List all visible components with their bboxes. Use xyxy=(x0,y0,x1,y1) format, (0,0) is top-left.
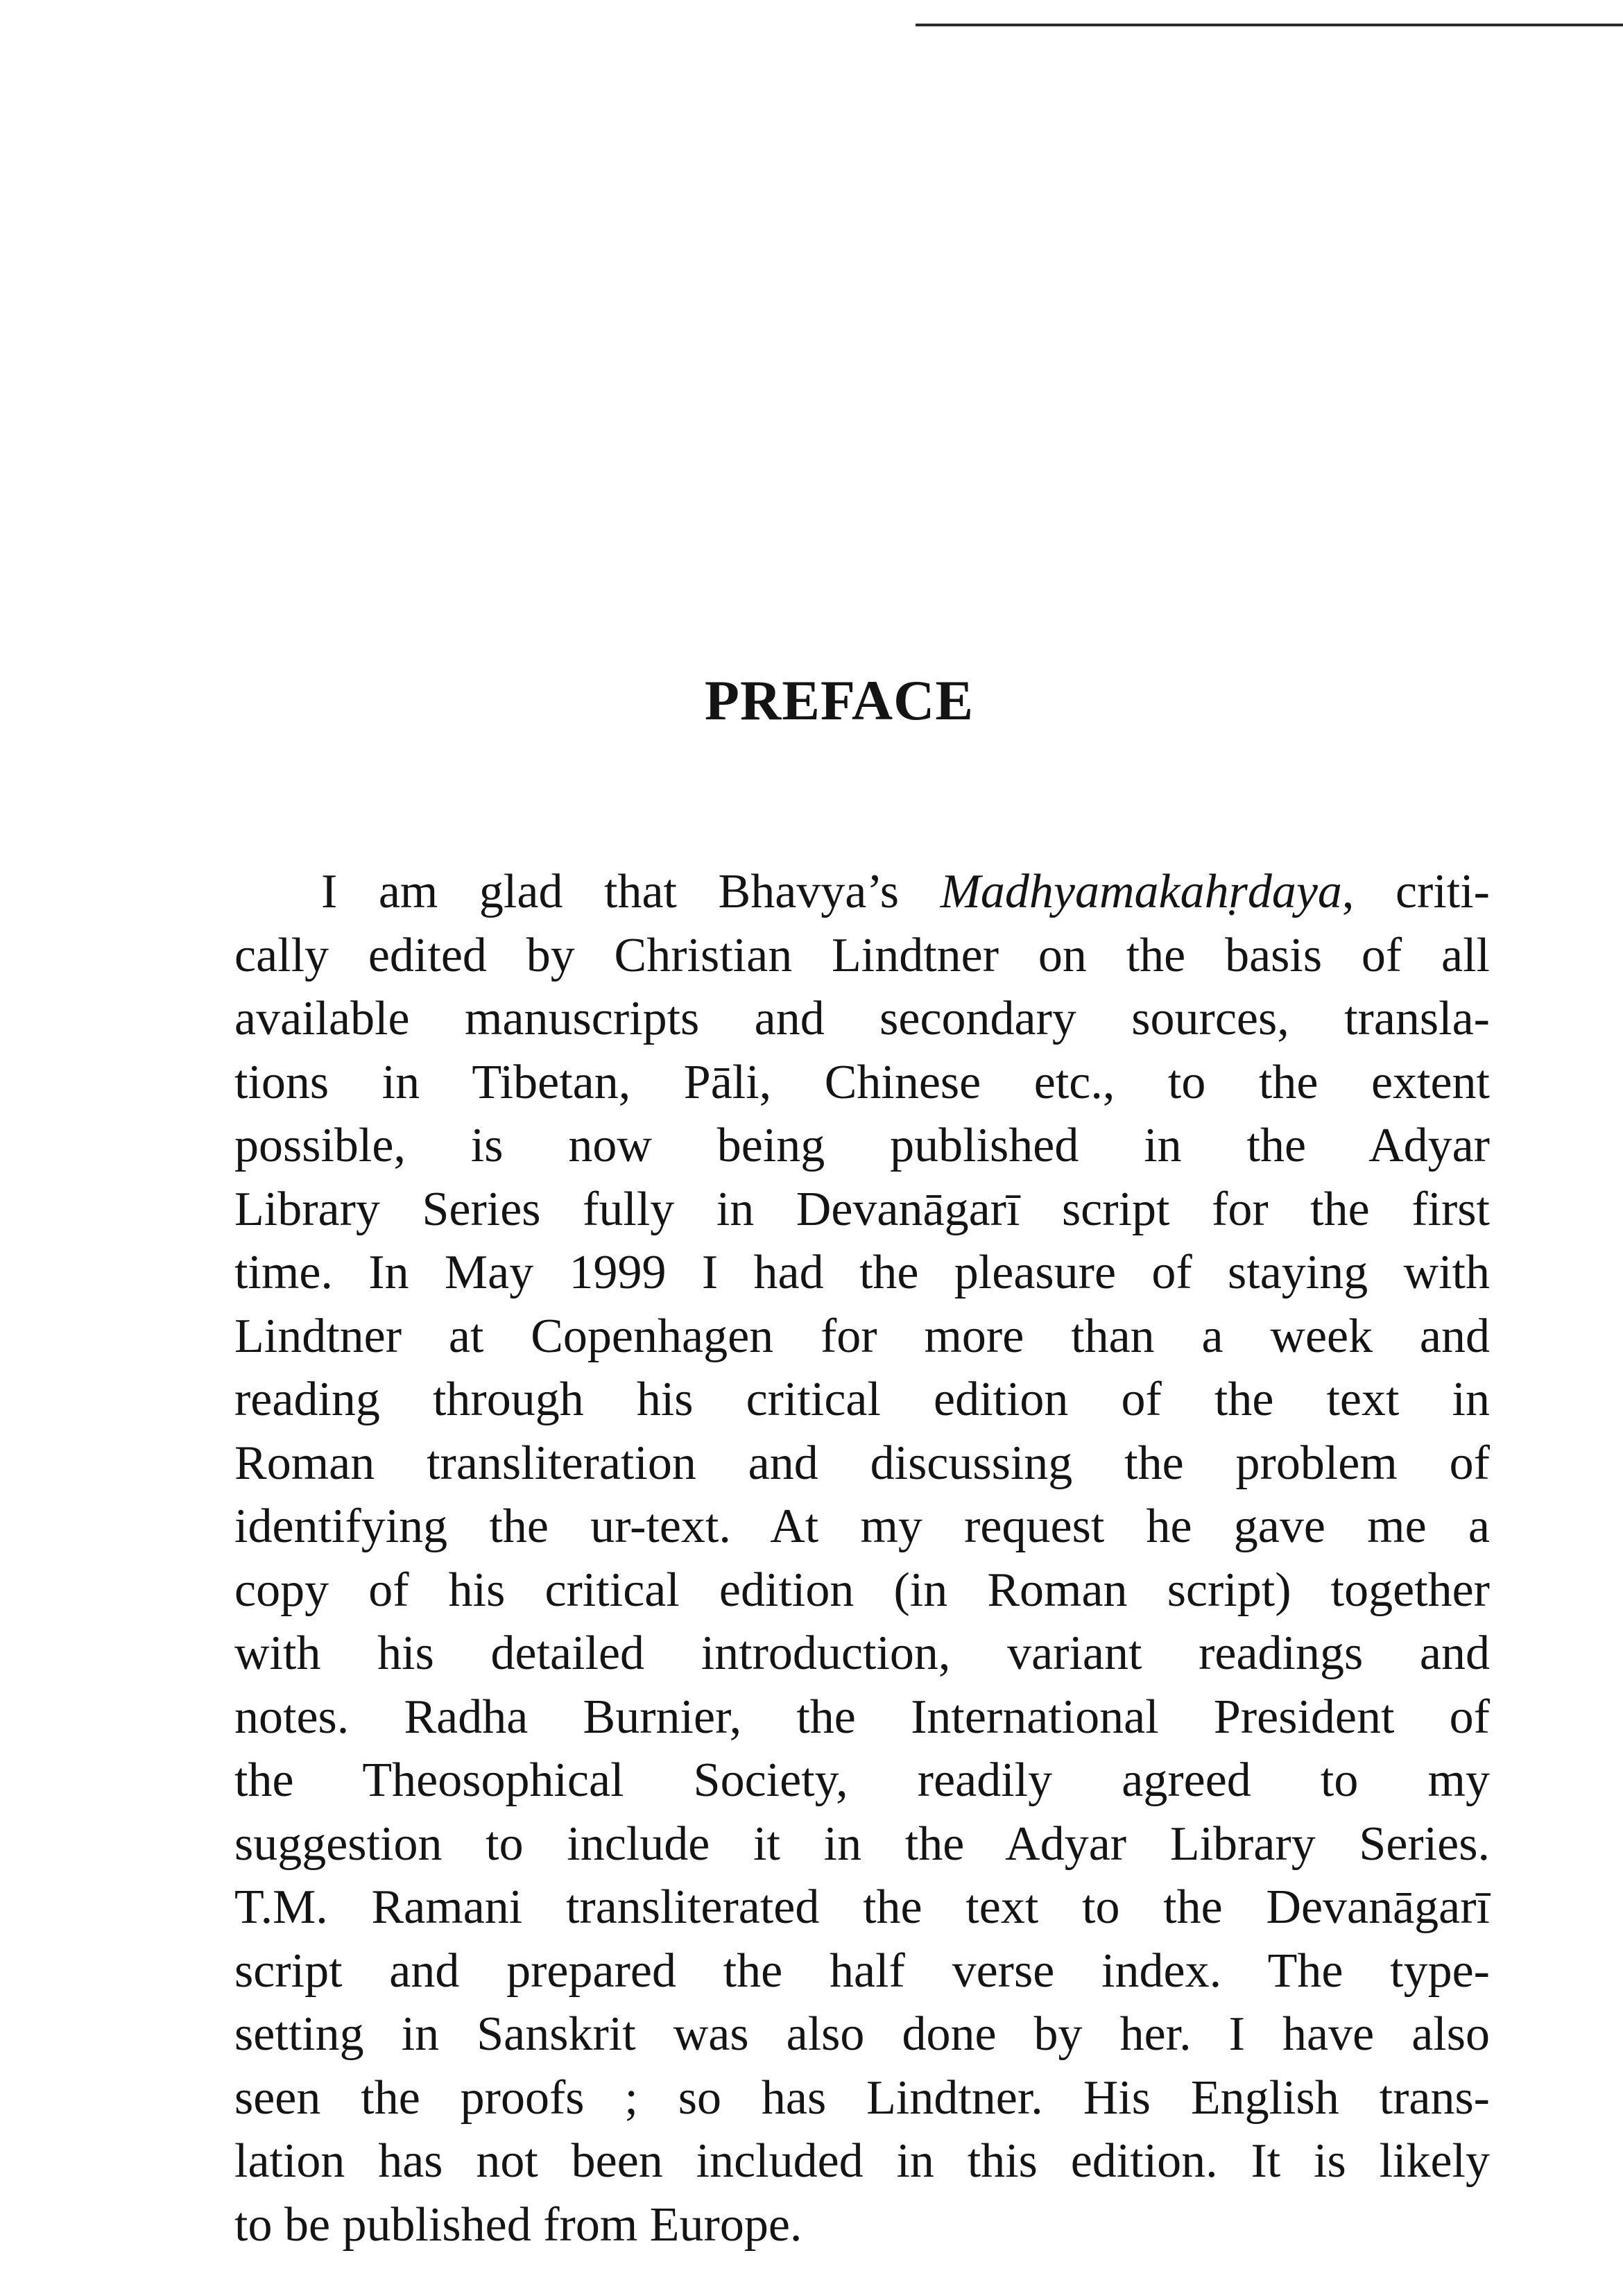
text-line-4: tions in Tibetan, Pāli, Chinese etc., to the extent xyxy=(234,1055,1490,1109)
text-line-5: possible, is now being published in the Adyar xyxy=(234,1119,1490,1172)
italic-book-title: Madhyamakahṛdaya xyxy=(940,865,1342,918)
text-line-6: Library Series fully in Devanāgarī script for the first xyxy=(234,1182,1490,1236)
text-line-2: cally edited by Christian Lindtner on the basis of all xyxy=(234,928,1490,982)
text-line-10: Roman transliteration and discussing the problem of xyxy=(234,1436,1490,1490)
text-line-12: copy of his critical edition (in Roman script) together xyxy=(234,1563,1490,1617)
text-segment: I am glad that Bhavya’s xyxy=(321,865,941,918)
text-line-15: the Theosophical Society, readily agreed to my xyxy=(234,1754,1490,1807)
top-rule-divider xyxy=(916,24,1623,26)
text-line-20: seen the proofs ; so has Lindtner. His English trans- xyxy=(234,2071,1490,2125)
text-line-16: suggestion to include it in the Adyar Library Series. xyxy=(234,1817,1490,1871)
text-line-17: T.M. Ramani transliterated the text to the Devanāgarī xyxy=(234,1881,1490,1934)
text-line-13: with his detailed introduction, variant readings and xyxy=(234,1627,1490,1680)
text-line-14: notes. Radha Burnier, the International President of xyxy=(234,1690,1490,1744)
page-title: PREFACE xyxy=(704,669,974,732)
text-line-21: lation has not been included in this edition. It is likely xyxy=(234,2134,1490,2188)
text-line-1 xyxy=(234,860,1490,924)
preface-paragraph xyxy=(234,860,1490,2256)
text-line-11: identifying the ur-text. At my request he gave me a xyxy=(234,1500,1490,1553)
text-line-7: time. In May 1999 I had the pleasure of staying with xyxy=(234,1246,1490,1299)
text-line-22: to be published from Europe. xyxy=(234,2198,802,2252)
text-line-3: available manuscripts and secondary sources, transla- xyxy=(234,992,1490,1045)
text-line-18: script and prepared the half verse index. The type- xyxy=(234,1944,1490,1998)
text-line-8: Lindtner at Copenhagen for more than a week and xyxy=(234,1309,1490,1363)
text-line-9: reading through his critical edition of the text in xyxy=(234,1373,1490,1426)
text-line-19: setting in Sanskrit was also done by her. I have also xyxy=(234,2007,1490,2061)
text-segment: , criti- xyxy=(1341,865,1490,918)
